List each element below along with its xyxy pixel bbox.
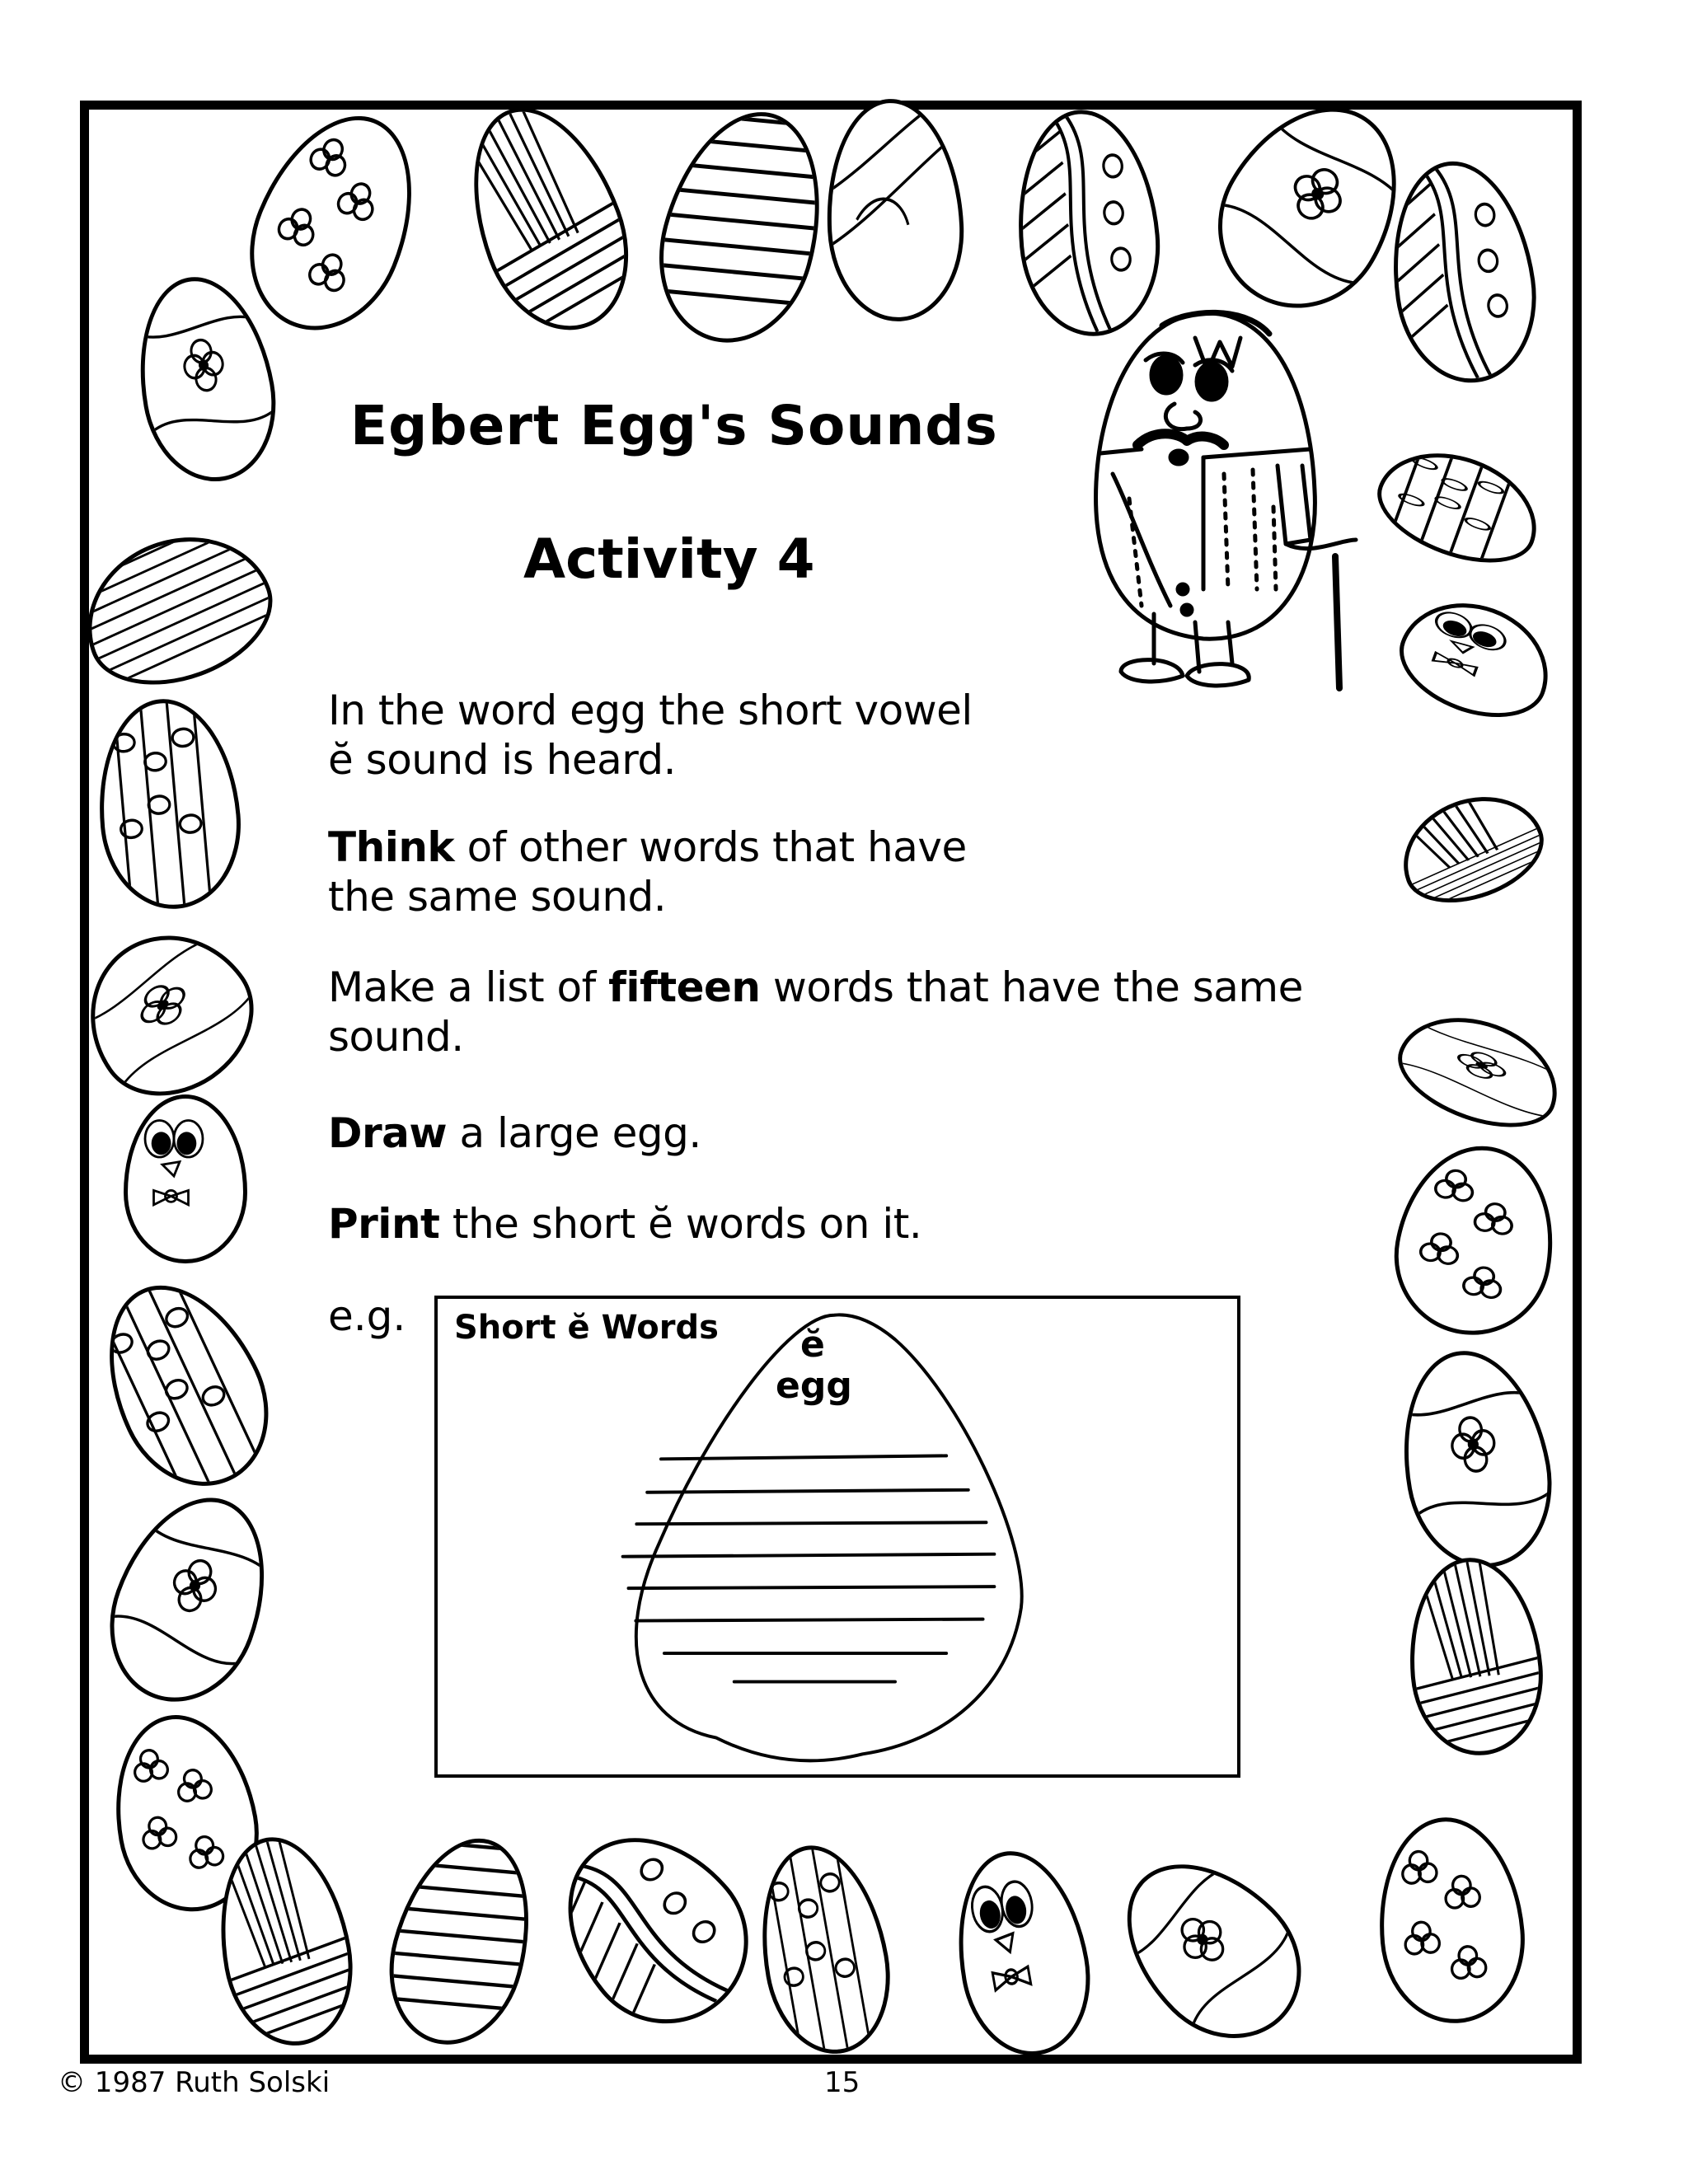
decorative-easter-egg-icon xyxy=(1401,1552,1550,1760)
egbert-egg-character-illustration xyxy=(1063,293,1368,696)
instruction-make-list-line-2: sound. xyxy=(328,1013,464,1061)
instruction-think-keyword: Think xyxy=(328,823,455,871)
instruction-print xyxy=(328,1199,921,1249)
page-number: 15 xyxy=(824,2066,860,2099)
worksheet-title: Egbert Egg's Sounds xyxy=(350,394,998,457)
decorative-easter-egg-icon xyxy=(821,96,968,325)
decorative-easter-egg-icon xyxy=(124,1094,247,1263)
decorative-easter-egg-icon xyxy=(1370,1811,1531,2029)
example-prefix: e.g. xyxy=(328,1292,406,1340)
example-box-title: Short ĕ Words xyxy=(454,1309,719,1347)
instruction-make-list-keyword: fifteen xyxy=(608,963,761,1011)
instruction-think xyxy=(328,823,967,921)
instruction-draw-keyword: Draw xyxy=(328,1109,448,1157)
instruction-intro-line-2: ĕ sound is heard. xyxy=(328,736,677,784)
writing-lines xyxy=(623,1455,995,1681)
example-first-word: egg xyxy=(776,1365,852,1407)
copyright-notice: © 1987 Ruth Solski xyxy=(58,2066,331,2099)
instruction-print-text: the short ĕ words on it. xyxy=(439,1200,922,1248)
instruction-intro-line-1: In the word egg the short vowel xyxy=(328,687,973,734)
example-box xyxy=(434,1296,1240,1778)
instruction-draw-text: a large egg. xyxy=(447,1109,701,1157)
instruction-think-line-2: the same sound. xyxy=(328,873,667,921)
instruction-make-list xyxy=(328,963,1303,1062)
instruction-print-keyword: Print xyxy=(328,1200,440,1248)
instruction-intro xyxy=(328,686,973,785)
instruction-make-list-prefix: Make a list of xyxy=(328,963,609,1011)
instruction-draw xyxy=(328,1108,701,1158)
example-vowel-label: ĕ xyxy=(800,1324,825,1366)
instruction-think-line-1: of other words that have xyxy=(454,823,967,871)
instruction-make-list-line-1: words that have the same xyxy=(760,963,1303,1011)
worksheet-subtitle: Activity 4 xyxy=(523,527,815,591)
decorative-easter-egg-icon xyxy=(90,693,248,915)
